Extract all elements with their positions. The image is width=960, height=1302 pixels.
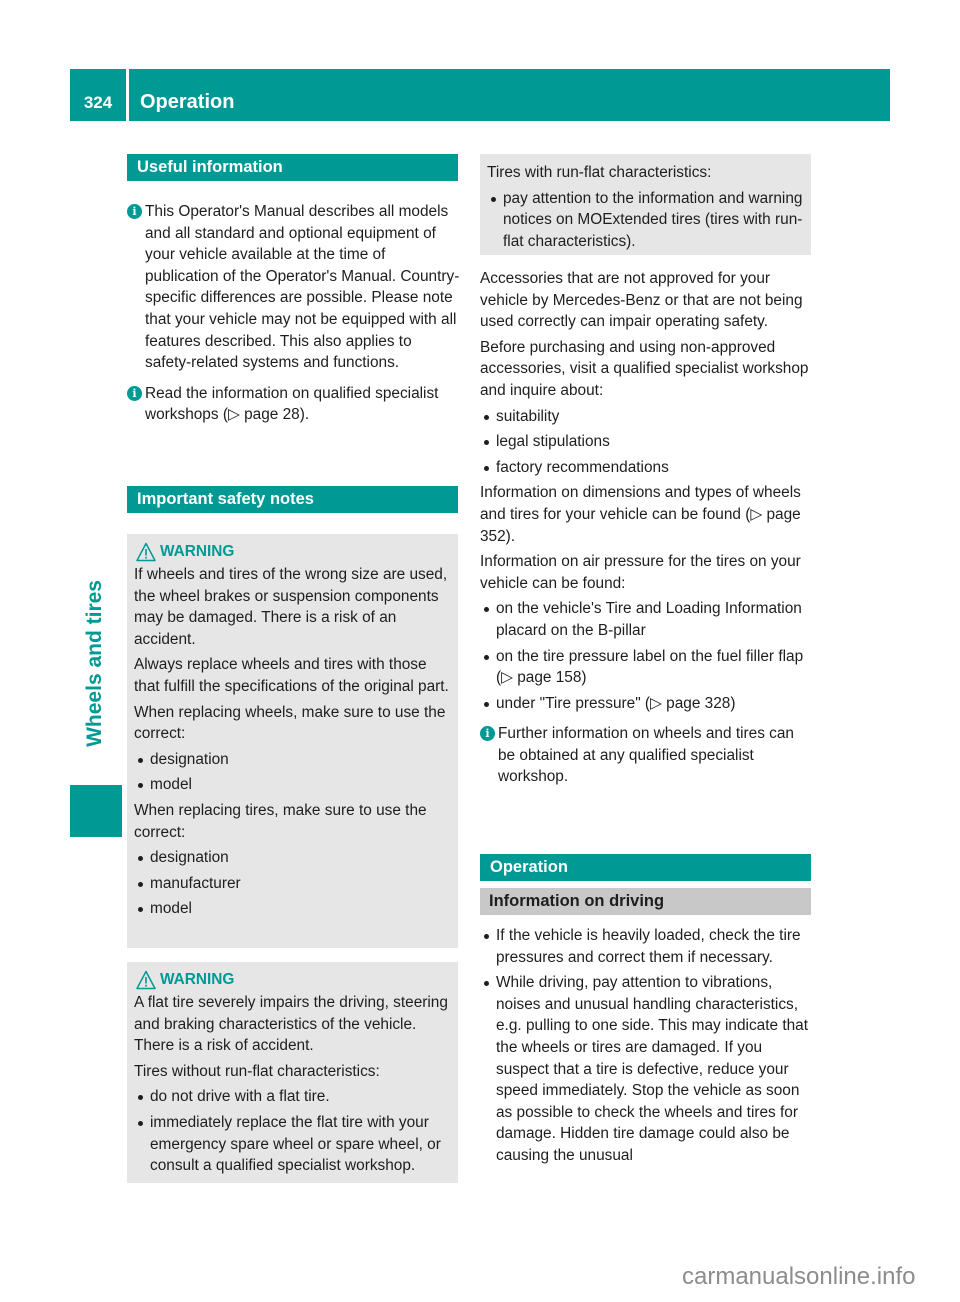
list-item: manufacturer — [134, 873, 452, 895]
heading-useful-information: Useful information — [127, 154, 458, 181]
side-tab-label: Wheels and tires — [83, 580, 106, 747]
warning-text: Tires without run-flat characteristics: — [134, 1062, 380, 1080]
warning-triangle-icon — [136, 542, 156, 562]
warning-title: WARNING — [134, 970, 452, 992]
list-item: model — [134, 774, 452, 796]
warning-box-wheel-size — [127, 534, 458, 948]
warning-text: Tires with run-flat characteristics: — [487, 164, 712, 181]
accessories-section — [480, 268, 814, 788]
list-item[interactable]: under "Tire pressure" (▷ page 328) — [480, 693, 814, 715]
list-item: legal stipulations — [480, 431, 814, 453]
warning-text: Always replace wheels and tires with those that fulfill the specifications of the original part. — [134, 656, 449, 695]
paragraph-page-ref[interactable]: Information on dimensions and types of wheels and tires for your vehicle can be found (▷ page 352). — [480, 484, 801, 545]
paragraph: Information on air pressure for the tires on your vehicle can be found: — [480, 553, 801, 592]
page-reference-link[interactable]: Read the information on qualified specialist workshops (▷ page 28). — [145, 384, 439, 424]
paragraph: Accessories that are not approved for your vehicle by Mercedes-Benz or that are not being used correctly can impair operating safety. — [480, 270, 803, 331]
list-item: suitability — [480, 406, 814, 428]
useful-information-body — [127, 201, 460, 426]
side-tab-marker — [70, 785, 122, 837]
list-item[interactable]: on the tire pressure label on the fuel filler flap (▷ page 158) — [480, 646, 814, 689]
heading-important-safety-notes: Important safety notes — [127, 486, 458, 513]
list-item: factory recommendations — [480, 457, 814, 479]
subheading-information-on-driving: Information on driving — [480, 888, 811, 915]
list-item: pay attention to the information and warning notices on MOExtended tires (tires with run-flat characteristics). — [487, 188, 805, 253]
warning-text: When replacing wheels, make sure to use the correct: — [134, 703, 446, 743]
info-note: i Further information on wheels and tires can be obtained at any qualified specialist workshop. — [480, 723, 814, 788]
driving-list — [480, 921, 814, 1167]
warning-box-flat-tire — [127, 962, 458, 1183]
warning-triangle-icon — [136, 970, 156, 990]
page-header — [70, 69, 890, 121]
chapter-title: Operation — [140, 91, 235, 113]
list-item: designation — [134, 847, 452, 869]
paragraph: Before purchasing and using non-approved accessories, visit a qualified specialist workshop and inquire about: — [480, 338, 809, 399]
warning-title: WARNING — [134, 542, 452, 564]
list-item: do not drive with a flat tire. — [134, 1086, 452, 1108]
info-icon: i — [480, 726, 495, 741]
page-number: 324 — [83, 93, 113, 112]
header-divider — [126, 69, 129, 121]
list-item: While driving, pay attention to vibrations, noises and unusual handling characteristics, e.g. pulling to one side. This may indicate that the wheels or tires are damaged. If you suspect that a tire is defective, reduce your speed immediately. Stop the vehicle as soon as possible to check the wheels and tires for damage. Hidden tire damage could also be causing the unusual — [480, 972, 814, 1166]
info-note: i This Operator's Manual describes all models and all standard and optional equipment of your vehicle available at the time of publication of the Operator's Manual. Country-specific differences are possible. Please note that your vehicle may not be equipped with all features described. This also applies to safety-related systems and functions. — [127, 201, 460, 374]
list-item: model — [134, 898, 452, 920]
list-item: on the vehicle's Tire and Loading Information placard on the B-pillar — [480, 598, 814, 641]
warning-text: If wheels and tires of the wrong size are used, the wheel brakes or suspension components may be damaged. There is a risk of an accident. — [134, 566, 448, 648]
warning-text: A flat tire severely impairs the driving, steering and braking characteristics of the vehicle. There is a risk of accident. — [134, 994, 448, 1055]
list-item: If the vehicle is heavily loaded, check the tire pressures and correct them if necessary. — [480, 925, 814, 968]
list-item: designation — [134, 749, 452, 771]
info-icon: i — [127, 204, 142, 219]
info-icon: i — [127, 386, 142, 401]
list-item: immediately replace the flat tire with your emergency spare wheel or spare wheel, or consult a qualified specialist workshop. — [134, 1112, 452, 1177]
watermark: carmanualsonline.info — [682, 1263, 916, 1290]
warning-box-continued — [480, 154, 811, 255]
warning-text: When replacing tires, make sure to use the correct: — [134, 801, 427, 841]
heading-operation: Operation — [480, 854, 811, 881]
info-note — [127, 383, 460, 426]
